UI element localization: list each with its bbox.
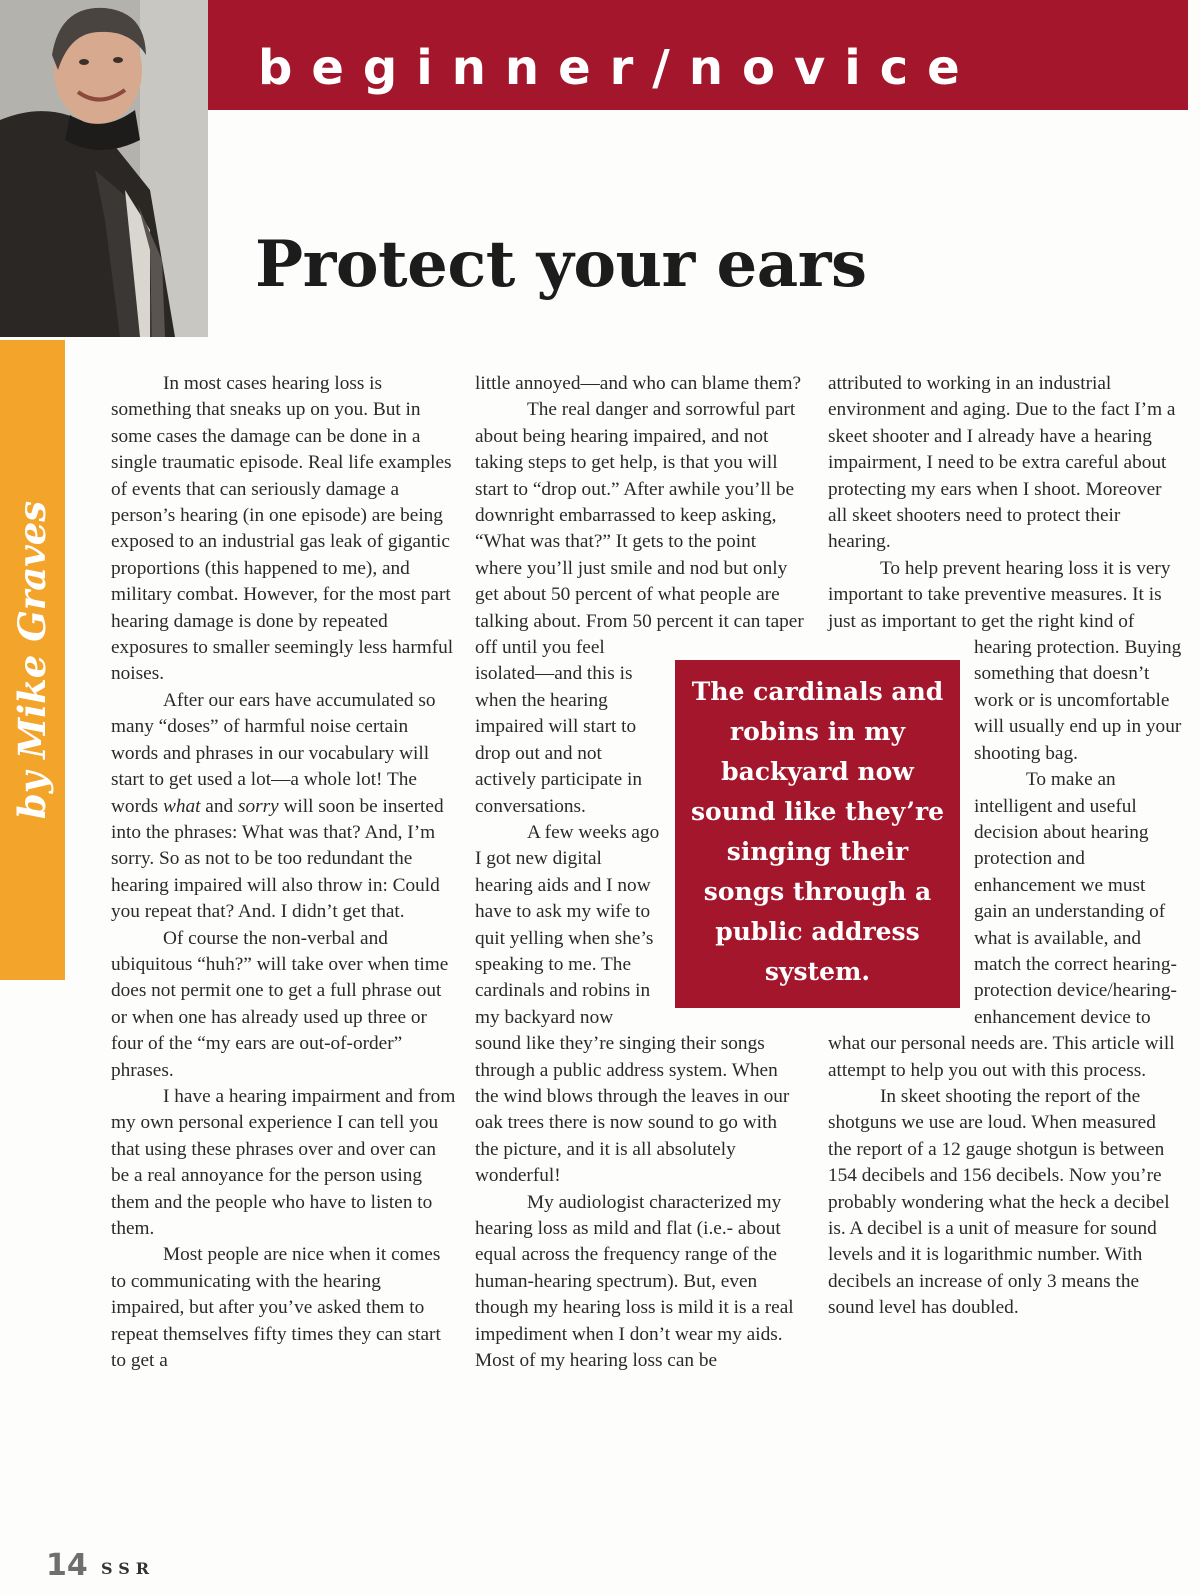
paragraph: In most cases hearing loss is something that sneaks up on you. But in some cases the damage can be done in a single traumatic episode. Real life examples of events that can seriously damage a person’s hearing (in one episode) are being exposed to an industrial gas leak of gigantic proportions (this happened to me), and military combat. However, for the most part hearing damage is done by repeated exposures to smaller seemingly less harmful noises. — [111, 373, 454, 685]
paragraph: In skeet shooting the report of the shotguns we use are loud. When measured the report of a 12 gauge shotgun is between 154 decibels and 156 decibels. Now you’re probably wondering what the heck a decibel is. A decibel is a unit of measure for sound levels and it is logarithmic number. With decibels an increase of only 3 means the sound level has doubled. — [828, 1085, 1170, 1319]
pull-quote: The cardinals and robins in my backyard now sound like they’re singing their songs through a public address system. — [675, 660, 960, 1008]
magazine-name: SSR — [101, 1559, 156, 1578]
section-label: beginner/novice — [258, 40, 979, 96]
paragraph: Of course the non-verbal and ubiquitous “huh?” will take over when time does not permit one to get a full phrase out or when one has already used up three or four of the “my ears are out-of-order” phrases. — [111, 927, 449, 1081]
author-portrait-illustration — [0, 0, 208, 337]
paragraph: My audiologist characterized my hearing loss as mild and flat (i.e.- about equal across the frequency range of the human-hearing spectrum). But, even though my hearing loss is mild it is a real impediment when I don’t wear my aids. Most of my hearing loss can be — [475, 1191, 794, 1372]
author-byline: by Mike Graves — [10, 500, 54, 820]
paragraph: To make an intelligent and useful decision about hearing protection and enhancement we must gain an understanding of what is available, and match the correct hearing-protection device/hearing-enhancement device to what our personal needs are. This article will attempt to help you out with this process. — [828, 769, 1177, 1081]
paragraph: To help prevent hearing loss it is very important to take preventive measures. It is just as important to get the right kind of hearing protection. Buying something that doesn’t work or is uncomfortable will usually end up in your shooting bag. — [828, 557, 1182, 764]
paragraph: The real danger and sorrowful part about being hearing impaired, and not taking steps to get help, is that you will start to “drop out.” After awhile you’ll be downright embarrassed to keep asking, “What was that?” It gets to the point where you’ll just smile and nod but only get about 50 percent of what people are talking about. From 50 percent it can taper off until you feel isolated—and this is when the hearing impaired will start to drop out and not actively participate in conversations. — [475, 399, 804, 817]
page-number: 14 — [46, 1548, 88, 1583]
paragraph: attributed to working in an industrial environment and aging. Due to the fact I’m a skeet shooter and I already have a hearing impairment, I need to be extra careful about protecting my ears when I shoot. Moreover all skeet shooters need to protect their hearing. — [828, 373, 1176, 553]
column-1 — [111, 371, 456, 1374]
paragraph: little annoyed—and who can blame them? — [475, 373, 802, 394]
paragraph: A few weeks ago I got new digital hearing aids and I now have to ask my wife to quit yelling when she’s speaking to me. The cardinals and robins in my backyard now sound like they’re singing their songs through a public address system. When the wind blows through the leaves in our oak trees there is now sound to go with the picture, and it is all absolutely wonderful! — [475, 821, 790, 1187]
section-banner — [208, 0, 1188, 110]
paragraph: I have a hearing impairment and from my own personal experience I can tell you that using these phrases over and over can be a real annoyance for the person using them and the people who have to listen to them. — [111, 1085, 456, 1239]
author-photo — [0, 0, 208, 337]
article-title: Protect your ears — [255, 226, 867, 302]
paragraph: After our ears have accumulated so many “doses” of harmful noise certain words and phrases in our vocabulary will start to get used a lot—a whole lot! The words what and sorry will soon be inserted into the phrases: What was that? And, I’m sorry. So as not to be too redundant the hearing impaired will also throw in: Could you repeat that? And. I didn’t get that. — [111, 689, 444, 923]
paragraph: Most people are nice when it comes to communicating with the hearing impaired, but after you’ve asked them to repeat themselves fifty times they can start to get a — [111, 1244, 441, 1372]
